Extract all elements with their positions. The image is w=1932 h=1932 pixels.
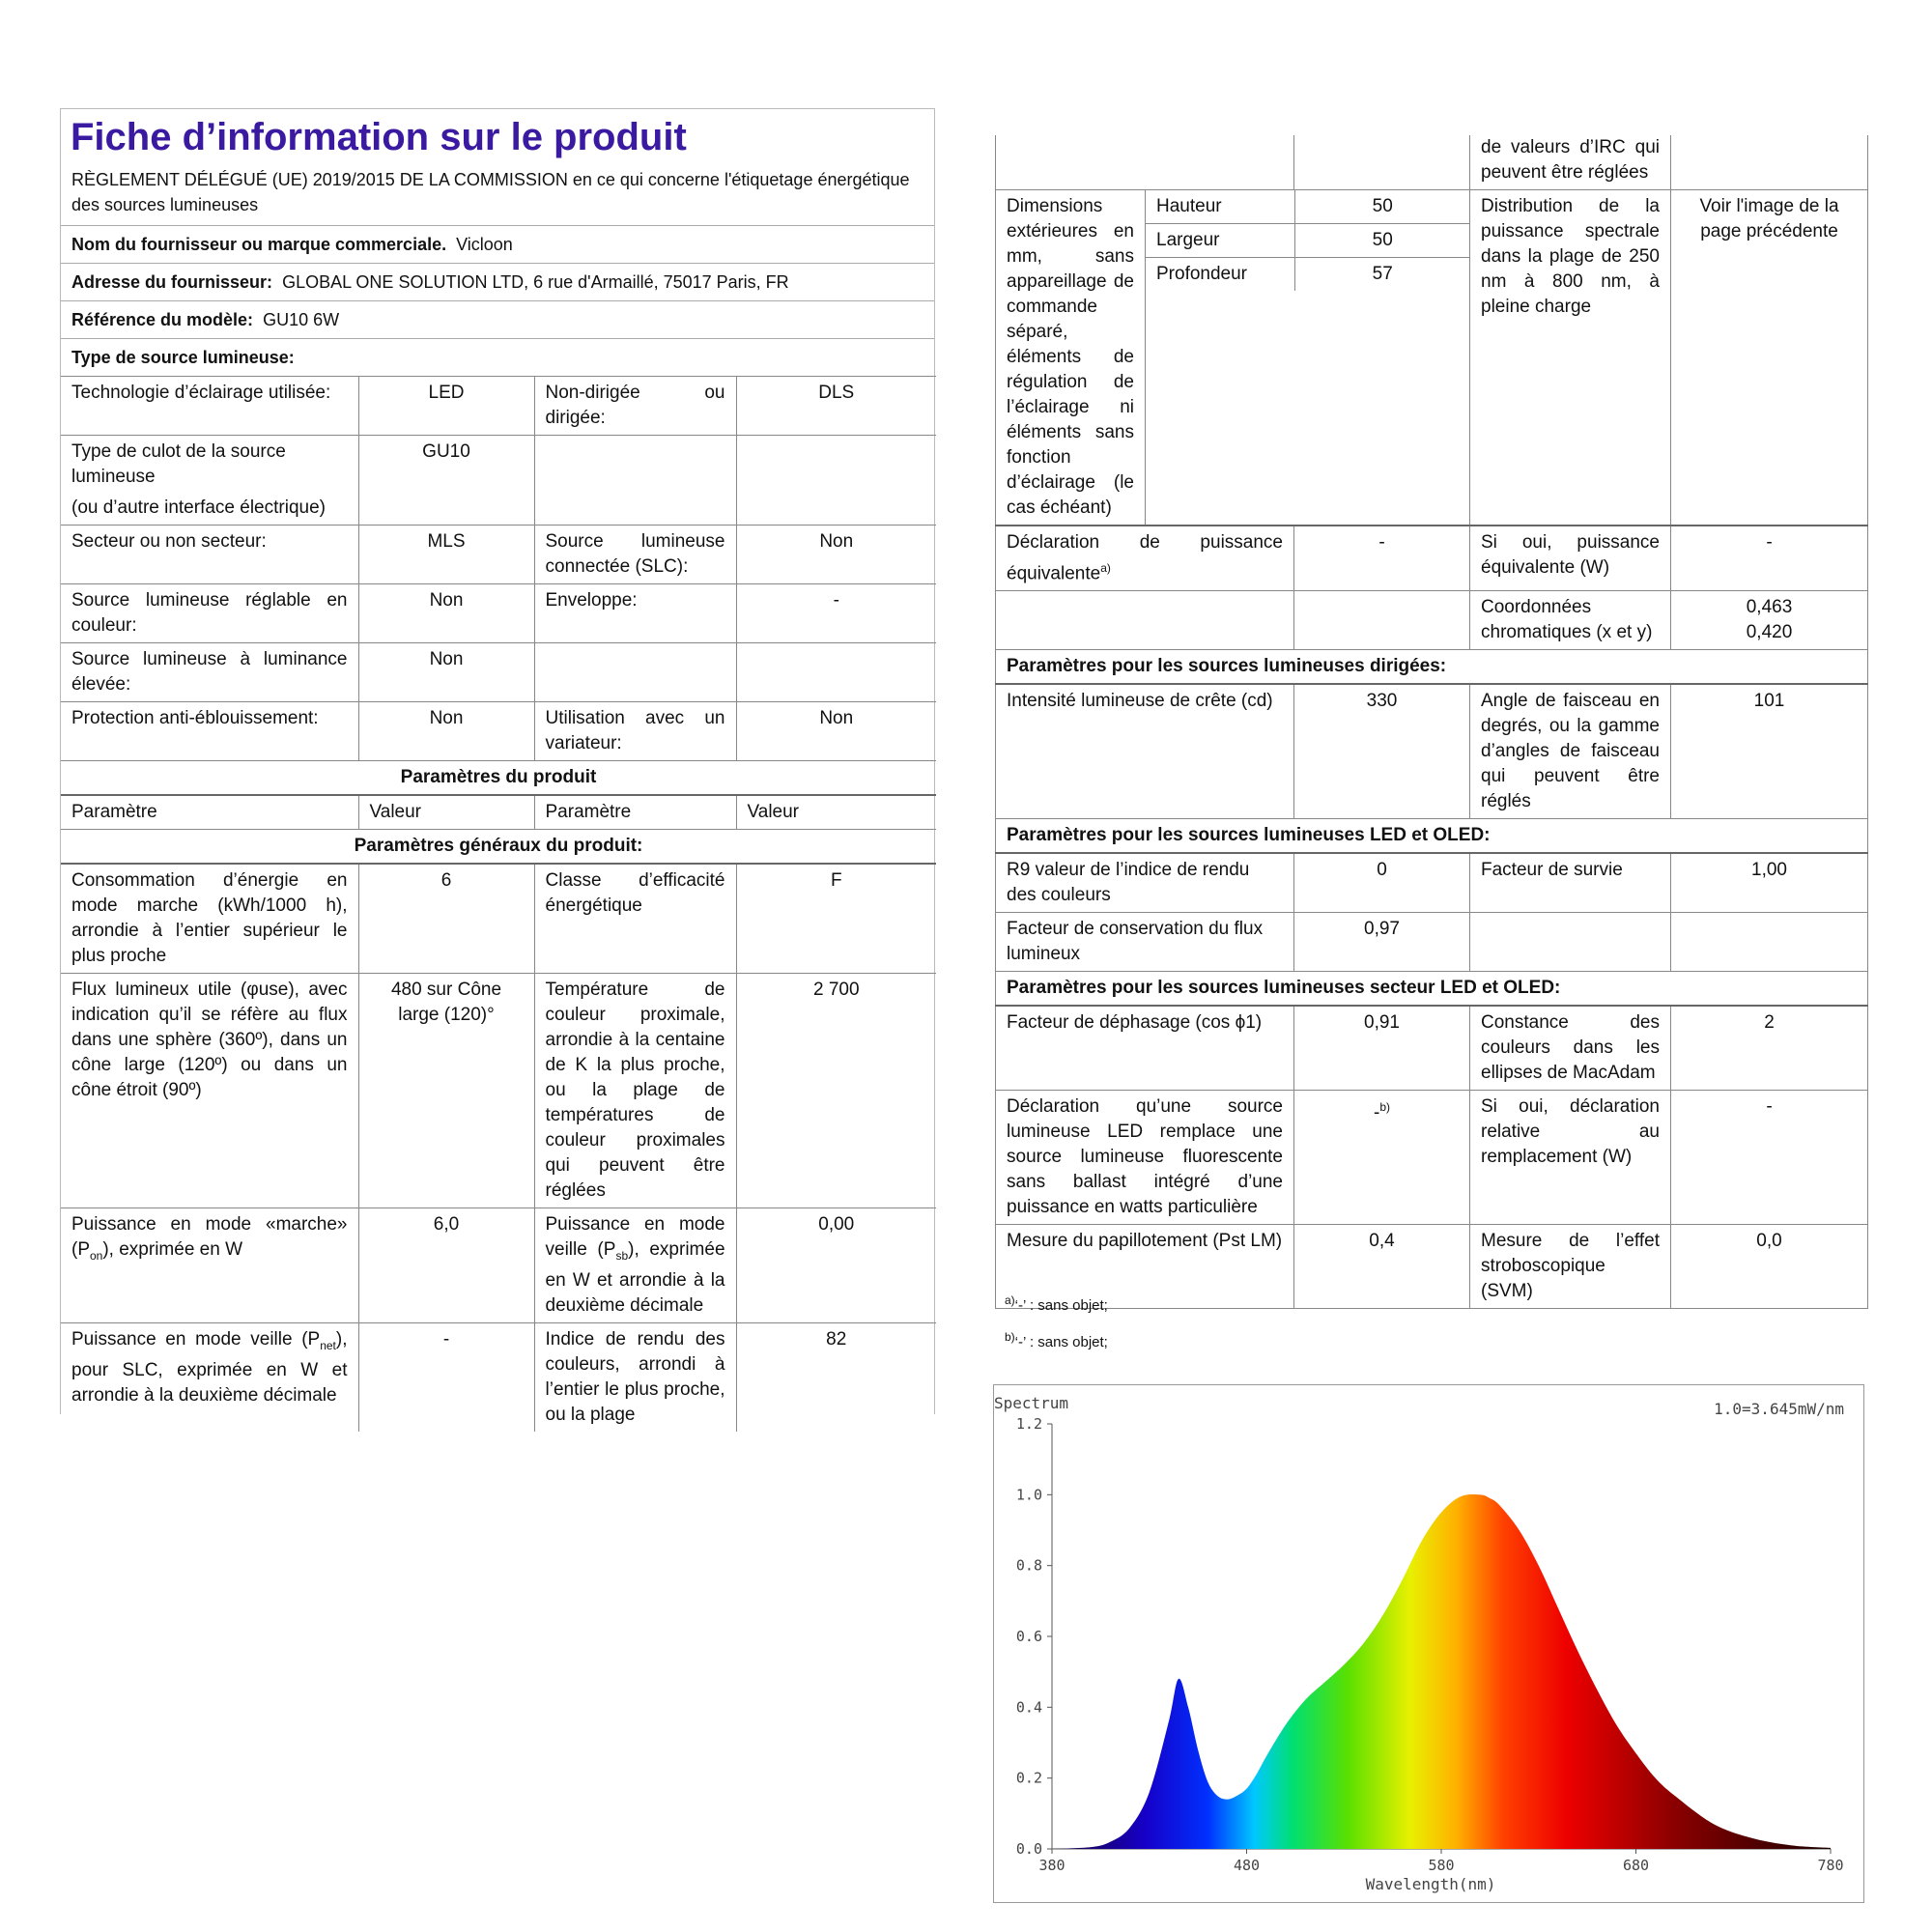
x-axis-label: Wavelength(nm): [1365, 1875, 1496, 1893]
y-tick-label: 0.8: [1015, 1556, 1042, 1575]
table-row: [996, 591, 1868, 650]
value-cell: [1294, 135, 1470, 190]
footnote-marker: b): [1005, 1330, 1015, 1344]
column-header: Paramètre: [71, 802, 157, 822]
value-cell: 480 sur Cône large (120)°: [358, 974, 534, 1208]
value-cell: -: [1671, 526, 1868, 591]
supplier-line: [61, 225, 934, 263]
value-cell: Non: [358, 643, 534, 702]
param-cell: Enveloppe:: [534, 584, 736, 643]
address-value: GLOBAL ONE SOLUTION LTD, 6 rue d'Armaillé, 75017 Paris, FR: [282, 272, 789, 292]
column-header-row: [61, 795, 936, 830]
product-info-sheet-right: [995, 135, 1867, 1309]
value-text: -: [1374, 1102, 1380, 1123]
spectrum-area: [1052, 1494, 1831, 1849]
source-type-line: [61, 338, 934, 376]
depth-label: Profondeur: [1156, 264, 1248, 284]
param-cell: [61, 436, 358, 526]
value-cell: 2: [1671, 1006, 1868, 1091]
y-tick-label: 0.0: [1015, 1840, 1042, 1858]
section-heading-row: [996, 972, 1868, 1007]
y-tick-label: 1.0: [1015, 1486, 1042, 1504]
value-cell: [1671, 135, 1868, 190]
param-cell: Mesure du papillotement (Pst LM): [996, 1225, 1294, 1309]
param-text: Puissance en mode veille (P: [71, 1328, 321, 1350]
chart-annotation: 1.0=3.645mW/nm: [1714, 1400, 1844, 1418]
param-cell: Angle de faisceau en degrés, ou la gamme d’angles de faisceau qui peuvent être réglés: [1470, 684, 1671, 819]
footnote-text: ‘-’ : sans objet;: [1014, 1334, 1108, 1350]
table-row: [61, 526, 936, 584]
param-cell: Source lumineuse réglable en couleur:: [71, 590, 348, 636]
param-cell: de valeurs d’IRC qui peuvent être réglées: [1470, 135, 1671, 190]
param-cell: Intensité lumineuse de crête (cd): [996, 684, 1294, 819]
value-cell: F: [736, 864, 936, 974]
value-cell: MLS: [358, 526, 534, 584]
param-cell: Non-dirigée ou dirigée:: [534, 377, 736, 436]
subscript: sb: [615, 1248, 629, 1263]
param-cell: [534, 1208, 736, 1323]
footnotes: [1005, 1285, 1108, 1358]
footnote-ref: b): [1379, 1100, 1390, 1115]
value-cell: [1146, 135, 1294, 190]
param-text: Déclaration de puissance équivalente: [1007, 532, 1283, 584]
param-cell: Constance des couleurs dans les ellipses de MacAdam: [1470, 1006, 1671, 1091]
supplier-value: Vicloon: [456, 235, 513, 254]
page-title: Fiche d’information sur le produit: [71, 116, 687, 158]
value-cell: DLS: [736, 377, 936, 436]
param-cell: Facteur de conservation du flux lumineux: [996, 913, 1294, 972]
value-cell: Voir l'image de la page précédente: [1671, 190, 1868, 526]
dimensions-label: Dimensions extérieures en mm, sans appareillage de commande séparé, éléments de régulation de l’éclairage ni éléments sans fonction d’éclairage (le cas échéant): [996, 190, 1146, 526]
value-cell: Non: [358, 702, 534, 761]
chromaticity-y: 0,420: [1746, 622, 1793, 643]
model-line: [61, 300, 934, 338]
spectrum-chart: [993, 1384, 1864, 1903]
table-row: [996, 1091, 1868, 1225]
param-cell: Déclaration qu’une source lumineuse LED remplace une source lumineuse fluorescente sans ballast intégré d’une puissance en watts particulière: [996, 1091, 1294, 1225]
param-cell: [996, 591, 1294, 650]
value-cell: 1,00: [1671, 853, 1868, 913]
table-row: [61, 702, 936, 761]
param-cell: Technologie d’éclairage utilisée:: [71, 383, 331, 403]
param-text: ), pour SLC, exprimée en W et arrondie à la deuxième décimale: [71, 1328, 348, 1406]
param-cell: Consommation d’énergie en mode marche (kWh/1000 h), arrondie à l’entier supérieur le plus proche: [71, 870, 348, 966]
chart-title: Spectrum: [994, 1394, 1069, 1412]
x-tick-label: 780: [1817, 1857, 1844, 1874]
value-cell: [736, 436, 936, 526]
width-label: Largeur: [1156, 230, 1220, 250]
x-tick-label: 380: [1038, 1857, 1065, 1874]
value-cell: 330: [1294, 684, 1470, 819]
section-heading-row: [61, 761, 936, 796]
chromaticity-x: 0,463: [1746, 597, 1793, 618]
dimensions-table: [1146, 190, 1470, 291]
param-cell: Mesure de l’effet stroboscopique (SVM): [1470, 1225, 1671, 1309]
column-header: Valeur: [736, 795, 936, 830]
param-text: ), exprimée en W: [102, 1239, 243, 1260]
regulation-text: RÈGLEMENT DÉLÉGUÉ (UE) 2019/2015 DE LA COMMISSION en ce qui concerne l'étiquetage énergétique des sources lumineuses: [71, 170, 910, 214]
value-cell: Non: [358, 584, 534, 643]
param-cell: Facteur de survie: [1470, 853, 1671, 913]
right-spec-table: [995, 135, 1868, 1309]
param-cell: Si oui, puissance équivalente (W): [1470, 526, 1671, 591]
table-row: [996, 135, 1868, 190]
param-cell: [996, 526, 1294, 591]
table-row: [61, 864, 936, 974]
y-tick-label: 0.6: [1015, 1628, 1042, 1645]
dimension-row: [1146, 190, 1470, 224]
table-row: [996, 526, 1868, 591]
section-heading-row: [61, 830, 936, 865]
value-cell: [1671, 913, 1868, 972]
x-tick-label: 580: [1428, 1857, 1455, 1874]
value-cell: 0,97: [1294, 913, 1470, 972]
value-cell: -: [736, 584, 936, 643]
general-params-heading: Paramètres généraux du produit:: [354, 836, 643, 856]
value-cell: Non: [736, 702, 936, 761]
subscript: on: [90, 1248, 103, 1263]
product-params-heading: Paramètres du produit: [400, 767, 597, 787]
value-cell: 0,4: [1294, 1225, 1470, 1309]
footnote-marker: a): [1005, 1293, 1015, 1307]
section-heading-row: [996, 819, 1868, 854]
footnote-b: [1005, 1321, 1108, 1358]
height-value: 50: [1294, 190, 1470, 224]
source-type-label: Type de source lumineuse:: [71, 348, 295, 367]
height-label: Hauteur: [1156, 196, 1222, 216]
param-cell: Source lumineuse connectée (SLC):: [534, 526, 736, 584]
footnote-a: [1005, 1285, 1108, 1321]
dimension-row: [1146, 224, 1470, 258]
value-cell: 0,00: [736, 1208, 936, 1323]
param-cell: [996, 135, 1146, 190]
table-row: [61, 1208, 936, 1323]
param-cell: R9 valeur de l’indice de rendu des couleurs: [996, 853, 1294, 913]
value-cell: -: [1294, 526, 1470, 591]
param-cell: [61, 1208, 358, 1323]
value-cell: 0,91: [1294, 1006, 1470, 1091]
value-cell: 0: [1294, 853, 1470, 913]
param-cell: Indice de rendu des couleurs, arrondi à l’entier le plus proche, ou la plage: [534, 1322, 736, 1432]
model-label: Référence du modèle:: [71, 310, 254, 329]
directed-params-heading: Paramètres pour les sources lumineuses dirigées:: [996, 650, 1868, 685]
param-cell: Source lumineuse à luminance élevée:: [71, 649, 348, 695]
param-text: Puissance en mode «marche» (P: [71, 1214, 348, 1260]
y-tick-label: 0.4: [1015, 1698, 1042, 1717]
value-cell: GU10: [358, 436, 534, 526]
y-tick-label: 0.2: [1015, 1769, 1042, 1787]
x-tick-label: 680: [1622, 1857, 1650, 1874]
table-row: [61, 584, 936, 643]
param-text: (ou d’autre interface électrique): [71, 497, 326, 518]
mains-params-heading: Paramètres pour les sources lumineuses secteur LED et OLED:: [996, 972, 1868, 1007]
address-line: [61, 263, 934, 300]
param-cell: [534, 436, 736, 526]
param-cell: Coordonnées chromatiques (x et y): [1470, 591, 1671, 650]
value-cell: 2 700: [736, 974, 936, 1208]
param-cell: Utilisation avec un variateur:: [534, 702, 736, 761]
table-row: [996, 1006, 1868, 1091]
spectrum-chart-svg: [994, 1385, 1863, 1902]
value-cell: -: [358, 1322, 534, 1432]
param-cell: [534, 643, 736, 702]
value-cell: [736, 643, 936, 702]
dimension-row: [1146, 258, 1470, 292]
param-cell: Distribution de la puissance spectrale dans la plage de 250 nm à 800 nm, à pleine charge: [1470, 190, 1671, 526]
param-cell: [61, 1322, 358, 1432]
param-cell: [1470, 913, 1671, 972]
param-text: Type de culot de la source lumineuse: [71, 441, 286, 487]
value-cell: [1294, 591, 1470, 650]
value-cell: 101: [1671, 684, 1868, 819]
model-value: GU10 6W: [263, 310, 340, 329]
dimensions-row: [996, 190, 1868, 526]
footnote-ref: a): [1100, 561, 1111, 575]
param-text: ), exprimée en W et arrondie à la deuxième décimale: [545, 1239, 725, 1316]
param-cell: Flux lumineux utile (φuse), avec indication qu’il se réfère au flux dans une sphère (360º), dans un cône large (120º) ou dans un cône étroit (90º): [71, 980, 348, 1100]
width-value: 50: [1294, 224, 1470, 258]
led-params-heading: Paramètres pour les sources lumineuses LED et OLED:: [996, 819, 1868, 854]
y-tick-label: 1.2: [1015, 1415, 1042, 1433]
value-cell: 82: [736, 1322, 936, 1432]
param-cell: Facteur de déphasage (cos ϕ1): [996, 1006, 1294, 1091]
param-cell: Secteur ou non secteur:: [71, 531, 267, 552]
value-cell: Non: [736, 526, 936, 584]
section-heading-row: [996, 650, 1868, 685]
table-row: [61, 1322, 936, 1432]
table-row: [61, 974, 936, 1208]
table-row: [61, 436, 936, 526]
column-header: Valeur: [358, 795, 534, 830]
table-row: [61, 377, 936, 436]
product-info-sheet-left: [60, 108, 935, 1425]
address-label: Adresse du fournisseur:: [71, 272, 273, 292]
subscript: net: [320, 1338, 336, 1352]
param-cell: Température de couleur proximale, arrondie à la centaine de K la plus proche, ou la plage de températures de couleur proximales qui peuvent être réglées: [534, 974, 736, 1208]
param-cell: Si oui, déclaration relative au remplacement (W): [1470, 1091, 1671, 1225]
param-cell: Protection anti-éblouissement:: [71, 708, 319, 728]
param-cell: Classe d’efficacité énergétique: [534, 864, 736, 974]
x-tick-label: 480: [1233, 1857, 1261, 1874]
value-cell: 6,0: [358, 1208, 534, 1323]
depth-value: 57: [1294, 258, 1470, 292]
table-row: [996, 853, 1868, 913]
table-row: [996, 684, 1868, 819]
column-header: Paramètre: [534, 795, 736, 830]
param-text: Puissance en mode veille (P: [545, 1214, 725, 1260]
footnote-text: ‘-’ : sans objet;: [1014, 1297, 1108, 1314]
table-row: [61, 643, 936, 702]
value-cell: 0,0: [1671, 1225, 1868, 1309]
value-cell: LED: [358, 377, 534, 436]
value-cell: -: [1671, 1091, 1868, 1225]
supplier-label: Nom du fournisseur ou marque commerciale.: [71, 235, 447, 254]
table-row: [996, 1225, 1868, 1309]
dimensions-subtable: [1146, 190, 1470, 526]
value-cell: 6: [358, 864, 534, 974]
value-cell: [1671, 591, 1868, 650]
left-spec-table: [61, 376, 936, 1432]
table-row: [996, 913, 1868, 972]
value-cell: [1294, 1091, 1470, 1225]
